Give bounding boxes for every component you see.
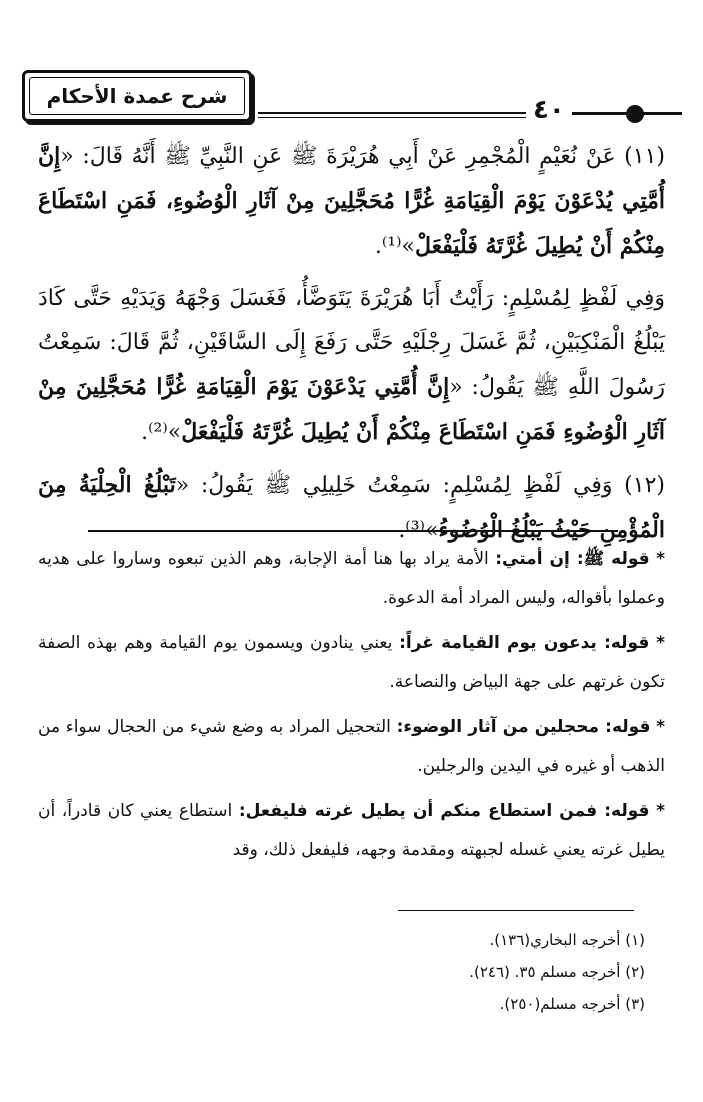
commentary-paragraph [38,708,665,786]
header-rule [258,112,526,114]
book-title: شرح عمدة الأحكام [46,84,228,108]
commentary-text: التحجيل المراد به وضع شيء من الحجال سواء من الذهب أو غيره في اليدين والرجلين. [38,717,665,776]
commentary-paragraph [38,540,665,618]
header-ornament-dot [626,105,644,123]
commentary-text: يعني ينادون ويسمون يوم القيامة وهم بهذه الصفة تكون غرتهم على جهة البياض والنصاعة. [38,633,665,692]
commentary-term: قوله ﷺ: إن أمتي: [495,549,650,569]
section-divider [88,530,618,532]
hadith-11-matn: إِنَّ أُمَّتِي يُدْعَوْنَ يَوْمَ الْقِيَامَةِ غُرًّا مُحَجَّلِينَ مِنْ آثَارِ الْوُضُوءِ، فَمَنِ اسْتَطَاعَ مِنْكُمْ أَنْ يُطِيلَ غُرَّتَهُ فَلْيَفْعَلْ [38,143,665,259]
muslim-end: »⁽²⁾. [141,420,182,445]
running-header [22,70,252,122]
commentary-term: قوله: فمن استطاع منكم أن يطيل غرته فليفعل: [238,801,650,821]
bullet-star: * [656,633,666,653]
hadith-12-intro: (١٢) وَفِي لَفْظٍ لِمُسْلِمٍ: سَمِعْتُ خَلِيلِي ﷺ يَقُولُ: « [175,473,665,498]
bullet-star: * [656,717,666,737]
footnote-3: (٣) أخرجه مسلم(٢٥٠). [499,995,645,1013]
muslim-matn: إِنَّ أُمَّتِي يَدْعَوْنَ يَوْمَ الْقِيَامَةِ غُرًّا مُحَجَّلِينَ مِنْ آثَارِ الْوُضُوءِ فَمَنِ اسْتَطَاعَ مِنْكُمْ أَنْ يُطِيلَ غُرَّتَهُ فَلْيَفْعَلْ [38,374,665,445]
page-number: ٤٠ [533,95,565,125]
footnotes [85,924,645,1020]
commentary-term: قوله: محجلين من آثار الوضوء: [396,717,651,737]
commentary-text: استطاع يعني كان قادراً، أن يطيل غرته يعني غسله لجبهته ومقدمة وجهه، فليفعل ذلك، وقد [38,801,665,860]
muslim-intro: وَفِي لَفْظٍ لِمُسْلِمٍ: رَأَيْتُ أَبَا هُرَيْرَةَ يَتَوَضَّأُ، فَغَسَلَ وَجْهَهُ وَيَدَيْهِ حَتَّى كَادَ يَبْلُغُ الْمَنْكِبَيْنِ، ثُمَّ غَسَلَ رِجْلَيْهِ حَتَّى رَفَعَ إِلَى السَّاقَيْنِ، ثُمَّ قَالَ: سَمِعْتُ رَسُولَ اللَّهِ ﷺ يَقُولُ: « [38,286,665,400]
footnote-2: (٢) أخرجه مسلم ٣٥. (٢٤٦). [469,963,645,981]
commentary-section [38,540,665,876]
hadith-11-muslim [38,277,665,455]
hadith-11 [38,134,665,269]
hadith-11-intro: (١١) عَنْ نُعَيْمٍ الْمُجْمِرِ عَنْ أَبِي هُرَيْرَةَ ﷺ عَنِ النَّبِيِّ ﷺ أَنَّهُ قَالَ: « [60,144,665,169]
commentary-paragraph [38,792,665,870]
commentary-paragraph [38,624,665,702]
hadith-12-matn: تَبْلُغُ الْحِلْيَةُ مِنَ الْمُؤْمِنِ حَيْثُ يَبْلُغُ الْوُضُوءُ [38,472,665,543]
bullet-star: * [656,801,665,821]
hadith-12-end: »⁽³⁾. [398,518,439,543]
commentary-text: الأمة يراد بها هنا أمة الإجابة، وهم الذين تبعوه وساروا على هديه وعملوا بأقواله، وليس المراد أمة الدعوة. [38,549,665,608]
hadith-11-end: »⁽¹⁾. [374,234,415,259]
bullet-star: * [656,549,665,569]
footnote-1: (١) أخرجه البخاري(١٣٦). [489,931,645,949]
commentary-term: قوله: يدعون يوم القيامة غراً: [399,633,650,653]
footnote-divider [398,910,634,911]
hadith-text [38,134,665,561]
